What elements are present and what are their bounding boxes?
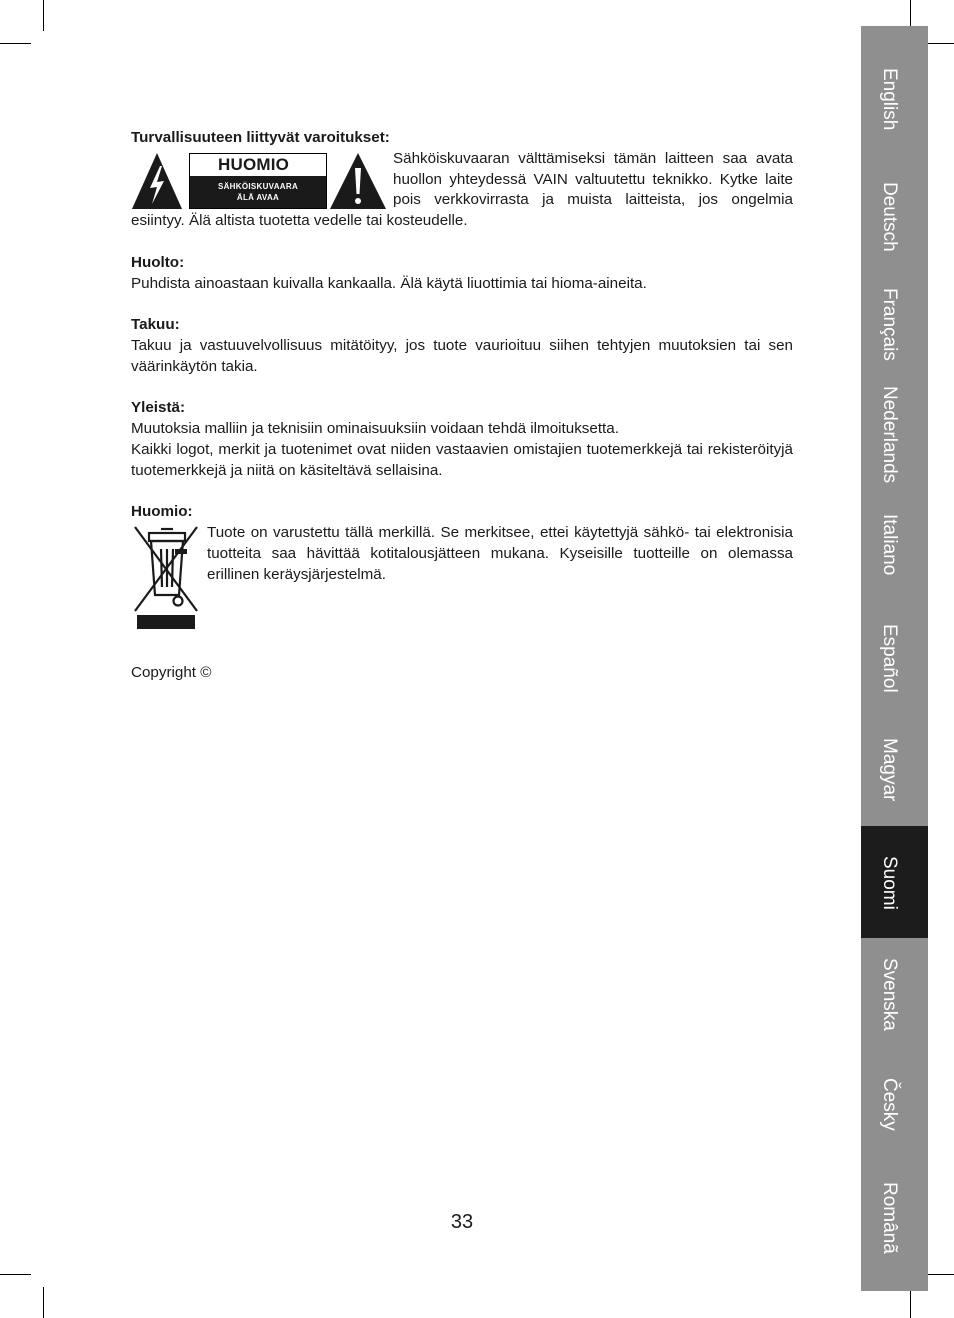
- notice-section: [131, 523, 793, 633]
- maintenance-text: Puhdista ainoastaan kuivalla kankaalla. Älä käytä liuottimia tai hioma-aineita.: [131, 274, 647, 292]
- tab-svenska[interactable]: [861, 938, 928, 1056]
- weee-bar: [137, 615, 195, 629]
- tab-label: Suomi: [879, 856, 900, 910]
- tab-magyar[interactable]: [861, 706, 928, 826]
- tab-francais[interactable]: [861, 254, 928, 361]
- warranty-text: Takuu ja vastuuvelvollisuus mitätöityy, jos tuote vaurioituu siihen tehtyjen muutoksien tai sen väärinkäytön takia.: [131, 336, 793, 375]
- tab-label: Magyar: [879, 738, 900, 802]
- page-number: 33: [450, 1211, 474, 1233]
- crop-mark: [0, 43, 31, 44]
- caution-box: [189, 153, 327, 209]
- general-text-1: Muutoksia malliin ja teknisiin ominaisuuksiin voidaan tehdä ilmoituksetta.: [131, 420, 619, 438]
- general-heading: Yleistä:: [131, 399, 186, 417]
- tab-deutsch[interactable]: [861, 140, 928, 254]
- page-content: [131, 128, 793, 684]
- safety-heading: Turvallisuuteen liittyvät varoitukset:: [131, 129, 390, 146]
- general-text-2: Kaikki logot, merkit ja tuotenimet ovat niiden vastaavien omistajien tuotemerkkejä tai rekisteröityjä tuotemerkkejä ja niitä on käsiteltävä sellaisina.: [131, 440, 793, 479]
- safety-section: [131, 149, 793, 232]
- caution-subtext-line1: SÄHKÖISKUVAARA: [217, 181, 299, 191]
- tab-label: English: [879, 68, 900, 131]
- tab-nederlands[interactable]: [861, 354, 928, 482]
- exclamation-icon: [329, 152, 387, 210]
- tab-romana[interactable]: [861, 1166, 928, 1291]
- copyright-text: Copyright ©: [131, 664, 212, 682]
- electric-shock-icon: [131, 152, 183, 210]
- warranty-heading: Takuu:: [131, 316, 180, 334]
- tab-label: Français: [879, 288, 900, 361]
- caution-subtext-line2: ÄLÄ AVAA: [236, 192, 280, 202]
- tab-label: Nederlands: [879, 386, 900, 484]
- safety-text: Sähköiskuvaaran välttämiseksi tämän laitteen saa avata huollon yhteydessä VAIN valtuutettu teknikko. Kytke laite pois verkkovirrasta ja muista laitteista, jos ongelmia esiintyy. Älä altista tuotetta vedelle tai kosteudelle.: [131, 149, 793, 230]
- tab-suomi[interactable]: [861, 826, 928, 938]
- tab-label: Deutsch: [879, 182, 900, 252]
- tab-label: Česky: [879, 1078, 900, 1131]
- crossed-bin-icon: [131, 525, 203, 615]
- maintenance-heading: Huolto:: [131, 253, 185, 271]
- tab-italiano[interactable]: [861, 482, 928, 592]
- crop-mark: [43, 1287, 44, 1318]
- language-sidebar: [861, 26, 928, 1291]
- caution-subtext: [190, 176, 326, 208]
- tab-espanol[interactable]: [861, 592, 928, 706]
- notice-text: Tuote on varustettu tällä merkillä. Se merkitsee, ettei käytettyjä sähkö- tai elektronisia tuotteita saa hävittää kotitalousjätteen mukana. Kyseisille tuotteille on olemassa erillinen keräysjärjestelmä.: [207, 524, 793, 583]
- tab-english[interactable]: [861, 26, 928, 140]
- caution-heading: HUOMIO: [218, 154, 290, 174]
- tab-label: Svenska: [879, 958, 900, 1031]
- tab-label: Italiano: [879, 514, 900, 576]
- crop-mark: [910, 1287, 911, 1318]
- weee-symbol: [131, 525, 203, 633]
- crop-mark: [0, 1274, 31, 1275]
- tab-label: Românã: [879, 1182, 900, 1254]
- crop-mark: [43, 0, 44, 31]
- warning-label: [131, 152, 389, 210]
- notice-heading: Huomio:: [131, 503, 193, 521]
- tab-cesky[interactable]: [861, 1056, 928, 1166]
- tab-label: Español: [879, 624, 900, 693]
